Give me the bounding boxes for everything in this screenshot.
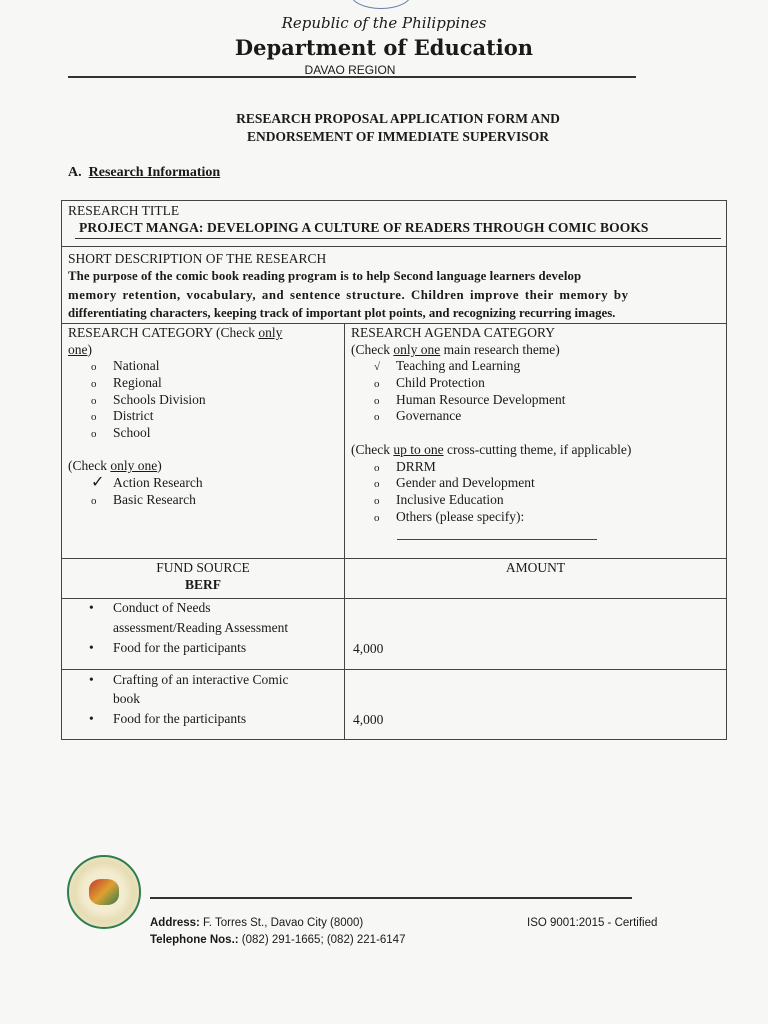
research-type-prefix: (Check bbox=[68, 458, 111, 473]
research-title-value: PROJECT MANGA: DEVELOPING A CULTURE OF READERS THROUGH COMIC BOOKS bbox=[79, 220, 649, 235]
radio-circle-icon: o bbox=[91, 411, 97, 423]
type-option-action-research[interactable] bbox=[91, 474, 203, 491]
cross-option-label: Others (please specify): bbox=[396, 509, 525, 524]
theme-option-label: Teaching and Learning bbox=[396, 358, 521, 373]
telephone-value: (082) 291-1665; (082) 221-6147 bbox=[238, 934, 406, 946]
form-title bbox=[0, 110, 768, 146]
type-option-basic-research[interactable] bbox=[91, 491, 196, 510]
address-value: F. Torres St., Davao City (8000) bbox=[199, 917, 364, 929]
theme-option-label: Child Protection bbox=[396, 375, 485, 390]
radio-circle-icon: o bbox=[91, 378, 97, 390]
republic-heading: Republic of the Philippines bbox=[281, 14, 487, 32]
bullet-icon: • bbox=[89, 640, 94, 655]
radio-circle-icon: o bbox=[91, 395, 97, 407]
theme-option-label: Human Resource Development bbox=[396, 392, 566, 407]
type-option-label: Action Research bbox=[113, 475, 203, 490]
fund-item-bullet bbox=[89, 670, 288, 690]
category-option-school[interactable] bbox=[91, 424, 151, 443]
category-option-label: School bbox=[113, 425, 151, 440]
research-type-suffix: ) bbox=[157, 458, 162, 473]
section-a-letter: A. bbox=[68, 165, 82, 180]
category-option-label: Regional bbox=[113, 375, 162, 390]
cross-cutting-up-to-one: up to one bbox=[393, 442, 444, 457]
fund-item-cont: assessment/Reading Assessment bbox=[113, 620, 289, 635]
theme-option-governance[interactable] bbox=[374, 407, 461, 426]
address-label: Address: bbox=[150, 917, 200, 929]
radio-circle-icon: o bbox=[374, 512, 380, 524]
agenda-theme-instruction bbox=[351, 341, 560, 358]
type-option-label: Basic Research bbox=[113, 492, 196, 507]
fund-source-label: FUND SOURCE bbox=[156, 560, 250, 575]
research-category-label-one: one bbox=[68, 342, 88, 357]
checkmark-icon: ✓ bbox=[91, 474, 105, 491]
deped-region-seal-icon bbox=[67, 855, 141, 929]
amount-label: AMOUNT bbox=[505, 560, 566, 575]
fund-amount-value: 4,000 bbox=[353, 712, 384, 727]
radio-circle-icon: o bbox=[374, 495, 380, 507]
department-heading: Department of Education bbox=[234, 35, 534, 60]
cross-option-label: Inclusive Education bbox=[396, 492, 504, 507]
footer-telephone bbox=[150, 934, 405, 946]
short-description-line1: The purpose of the comic book reading program is to help Second language learners develop bbox=[68, 269, 582, 283]
agenda-theme-suffix: main research theme) bbox=[440, 342, 560, 357]
cross-cutting-prefix: (Check bbox=[351, 442, 394, 457]
section-a-label: Research Information bbox=[88, 165, 221, 180]
agenda-theme-prefix: (Check bbox=[351, 342, 394, 357]
fund-amount-cell bbox=[344, 598, 727, 670]
agenda-theme-only-one: only one bbox=[393, 342, 441, 357]
form-title-line1: RESEARCH PROPOSAL APPLICATION FORM AND bbox=[236, 111, 560, 126]
radio-circle-icon: o bbox=[91, 361, 97, 373]
cross-option-label: DRRM bbox=[396, 459, 436, 474]
research-title-underline bbox=[75, 238, 721, 239]
radio-circle-icon: o bbox=[374, 478, 380, 490]
radio-circle-icon: o bbox=[91, 495, 97, 507]
category-option-label: District bbox=[113, 408, 154, 423]
radio-circle-icon: o bbox=[374, 395, 380, 407]
footer-divider bbox=[150, 897, 632, 899]
category-option-label: National bbox=[113, 358, 160, 373]
research-category-label-cont bbox=[68, 341, 92, 358]
fund-item-text: Food for the participants bbox=[113, 640, 247, 655]
header-divider bbox=[68, 76, 636, 78]
bullet-icon: • bbox=[89, 711, 94, 726]
short-description-line3: differentiating characters, keeping track of important plot points, and recognizing recurring images. bbox=[68, 306, 616, 320]
fund-amount-cell bbox=[344, 669, 727, 740]
theme-option-label: Governance bbox=[396, 408, 462, 423]
fund-item-text: Conduct of Needs bbox=[113, 600, 211, 615]
radio-circle-icon: o bbox=[91, 428, 97, 440]
short-description-line2: memory retention, vocabulary, and sentence structure. Children improve their memory by bbox=[68, 288, 629, 302]
check-radical-icon: √ bbox=[374, 361, 381, 373]
fund-source-value: BERF bbox=[184, 577, 221, 592]
research-category-label-prefix: RESEARCH CATEGORY (Check bbox=[68, 325, 259, 340]
radio-circle-icon: o bbox=[374, 462, 380, 474]
short-description-label: SHORT DESCRIPTION OF THE RESEARCH bbox=[68, 251, 327, 266]
fund-item-text: Crafting of an interactive Comic bbox=[113, 672, 289, 687]
agenda-category-label: RESEARCH AGENDA CATEGORY bbox=[351, 325, 556, 340]
cross-option-label: Gender and Development bbox=[396, 475, 535, 490]
bullet-icon: • bbox=[89, 600, 94, 615]
cross-cutting-instruction bbox=[351, 441, 631, 458]
section-a-heading bbox=[68, 165, 220, 181]
cross-cutting-suffix: cross-cutting theme, if applicable) bbox=[443, 442, 632, 457]
research-category-label-close: ) bbox=[87, 342, 92, 357]
category-option-label: Schools Division bbox=[113, 392, 206, 407]
form-title-line2: ENDORSEMENT OF IMMEDIATE SUPERVISOR bbox=[247, 129, 549, 144]
research-title-label: RESEARCH TITLE bbox=[68, 203, 180, 218]
others-specify-field[interactable] bbox=[397, 539, 597, 540]
fund-amount-value: 4,000 bbox=[353, 641, 384, 656]
research-category-label-only: only bbox=[258, 325, 283, 340]
fund-item-text: Food for the participants bbox=[113, 711, 247, 726]
research-type-label bbox=[68, 457, 162, 474]
research-info-table bbox=[61, 200, 727, 740]
radio-circle-icon: o bbox=[374, 378, 380, 390]
fund-item-cont: book bbox=[113, 691, 140, 706]
telephone-label: Telephone Nos.: bbox=[150, 934, 239, 946]
research-category-label bbox=[68, 324, 282, 341]
fund-item-bullet bbox=[89, 638, 246, 658]
region-heading: DAVAO REGION bbox=[304, 63, 396, 77]
fund-item-bullet bbox=[89, 709, 246, 729]
fund-item-bullet bbox=[89, 598, 210, 618]
cross-option-others[interactable] bbox=[374, 508, 524, 527]
radio-circle-icon: o bbox=[374, 411, 380, 423]
research-type-only-one: only one bbox=[110, 458, 158, 473]
footer-address bbox=[150, 917, 363, 929]
bullet-icon: • bbox=[89, 672, 94, 687]
iso-certification: ISO 9001:2015 - Certified bbox=[527, 917, 658, 929]
deped-seal-top bbox=[350, 0, 412, 9]
